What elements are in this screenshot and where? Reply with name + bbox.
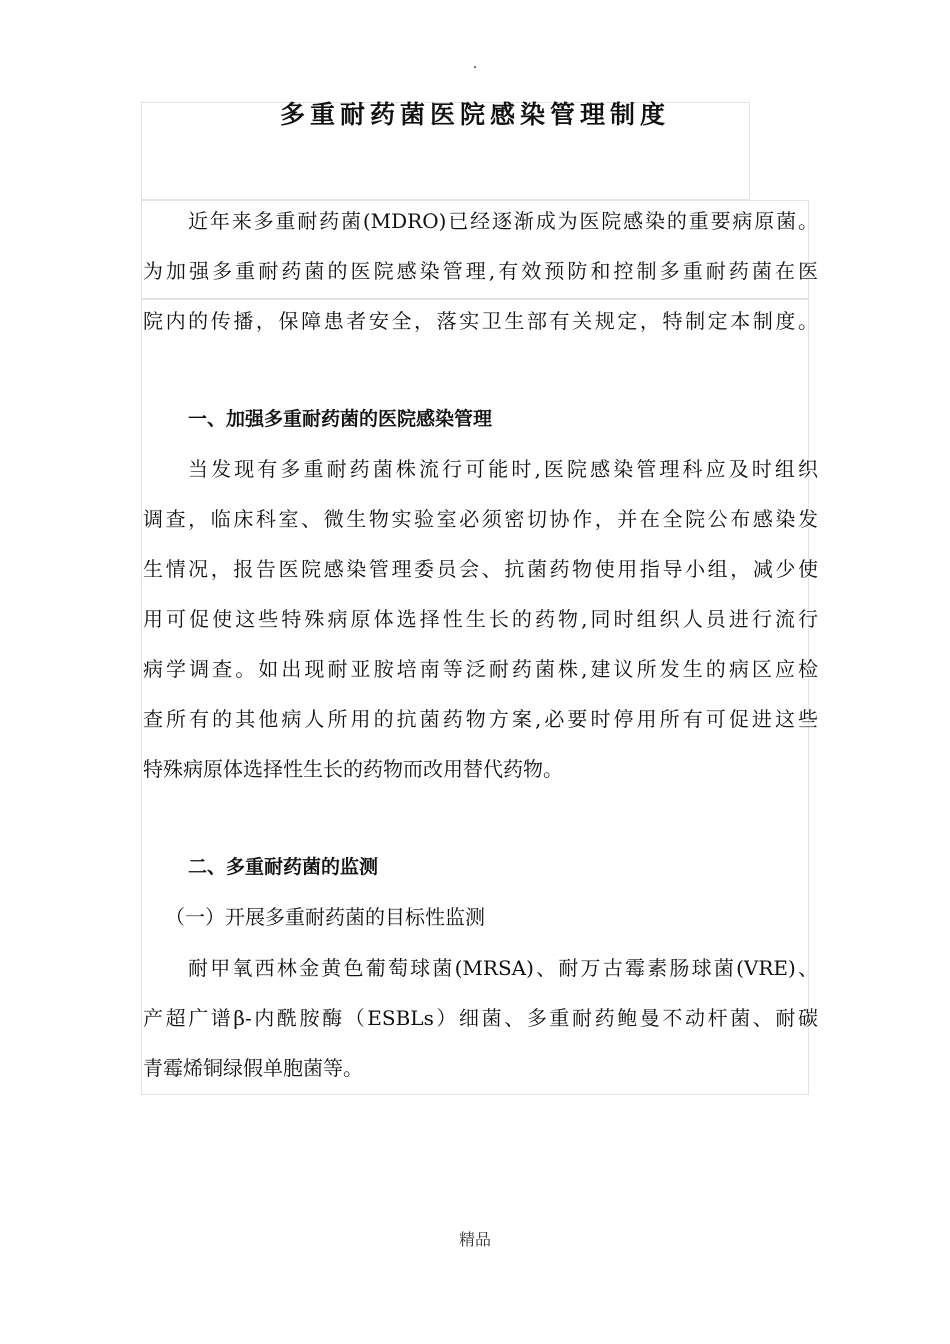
section-1-line-5: 病学调查。如出现耐亚胺培南等泛耐药菌株,建议所发生的病区应检 (143, 657, 818, 681)
document-title: 多重耐药菌医院感染管理制度 (279, 100, 670, 129)
section-1-line-1: 当发现有多重耐药菌株流行可能时,医院感染管理科应及时组织 (188, 457, 818, 481)
section-1-line-4: 用可促使这些特殊病原体选择性生长的药物,同时组织人员进行流行 (143, 607, 818, 631)
section-1-heading: 一、加强多重耐药菌的医院感染管理 (188, 408, 493, 430)
section-2-line-3: 青霉烯铜绿假单胞菌等。 (143, 1056, 363, 1080)
section-1-line-3: 生情况，报告医院感染管理委员会、抗菌药物使用指导小组，减少使 (143, 557, 818, 581)
section-1-line-2: 调查，临床科室、微生物实验室必须密切协作，并在全院公布感染发 (143, 507, 818, 531)
section-1-line-7: 特殊病原体选择性生长的药物而改用替代药物。 (143, 757, 563, 781)
intro-line-2: 为加强多重耐药菌的医院感染管理,有效预防和控制多重耐药菌在医 (143, 259, 818, 283)
intro-line-1: 近年来多重耐药菌(MDRO)已经逐渐成为医院感染的重要病原菌。 (188, 209, 818, 233)
section-2-line-2: 产超广谱β-内酰胺酶（ESBLs）细菌、多重耐药鲍曼不动杆菌、耐碳 (143, 1006, 818, 1030)
section-2-heading: 二、多重耐药菌的监测 (188, 856, 379, 878)
section-2-line-1: 耐甲氧西林金黄色葡萄球菌(MRSA)、耐万古霉素肠球菌(VRE)、 (188, 956, 818, 980)
intro-line-3: 院内的传播，保障患者安全，落实卫生部有关规定，特制定本制度。 (143, 309, 818, 333)
footer-label: 精品 (458, 1230, 491, 1249)
header-mark: . (472, 56, 478, 72)
section-1-line-6: 查所有的其他病人所用的抗菌药物方案,必要时停用所有可促进这些 (143, 707, 818, 731)
section-2-subheading: （一）开展多重耐药菌的目标性监测 (165, 905, 485, 929)
